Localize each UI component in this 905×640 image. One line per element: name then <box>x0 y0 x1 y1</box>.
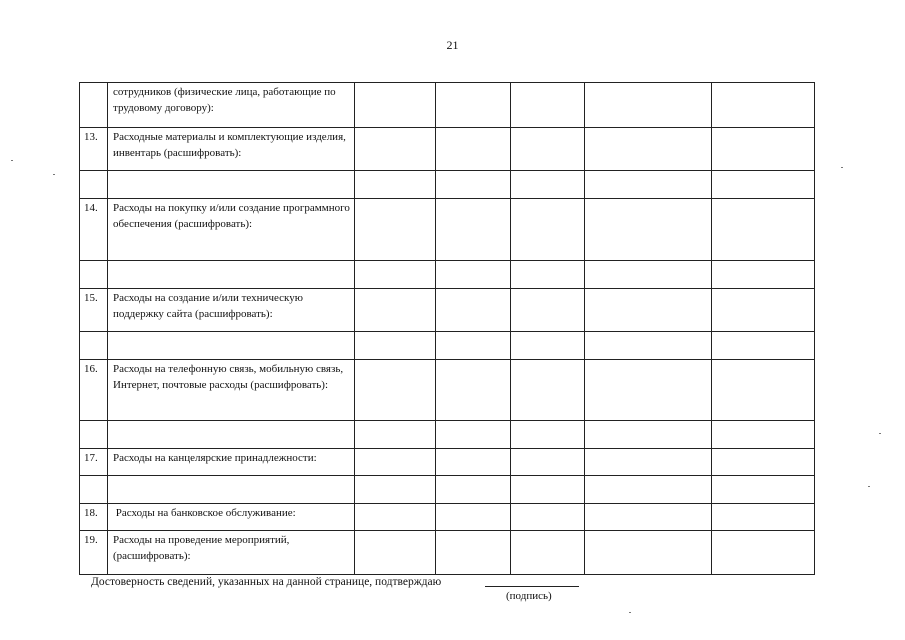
row-number <box>80 171 108 199</box>
expense-item-label <box>108 476 355 504</box>
table-cell <box>355 289 436 332</box>
table-cell <box>436 421 511 449</box>
table-cell <box>585 199 712 261</box>
table-cell <box>355 332 436 360</box>
table-cell <box>585 261 712 289</box>
expense-item-label <box>108 332 355 360</box>
table-row <box>80 449 815 476</box>
row-number <box>80 421 108 449</box>
table-cell <box>712 83 815 128</box>
table-cell <box>436 171 511 199</box>
expense-item-label: Расходы на банковское обслуживание: <box>108 504 355 531</box>
table-cell <box>585 332 712 360</box>
scan-speck <box>629 612 631 613</box>
table-cell <box>355 199 436 261</box>
table-cell <box>436 449 511 476</box>
row-number: 15. <box>80 289 108 332</box>
page-number: 21 <box>446 38 459 52</box>
table-cell <box>712 476 815 504</box>
scan-speck <box>11 160 13 161</box>
table-row <box>80 332 815 360</box>
signature-caption: (подпись) <box>506 590 552 602</box>
table-row <box>80 289 815 332</box>
table-row <box>80 199 815 261</box>
expense-item-label: Расходы на канцелярские принадлежности: <box>108 449 355 476</box>
row-number <box>80 261 108 289</box>
table-row <box>80 504 815 531</box>
table-cell <box>355 531 436 575</box>
table-cell <box>511 504 585 531</box>
table-cell <box>712 261 815 289</box>
table-cell <box>712 128 815 171</box>
confirmation-text: Достоверность сведений, указанных на данной странице, подтверждаю <box>91 576 442 588</box>
table-cell <box>511 171 585 199</box>
table-cell <box>712 421 815 449</box>
table-cell <box>511 199 585 261</box>
table-cell <box>355 128 436 171</box>
table-row <box>80 531 815 575</box>
table-row <box>80 421 815 449</box>
table-row <box>80 128 815 171</box>
table-cell <box>436 128 511 171</box>
row-number: 18. <box>80 504 108 531</box>
table-cell <box>355 449 436 476</box>
table-cell <box>436 360 511 421</box>
expense-table <box>79 82 815 575</box>
table-row <box>80 261 815 289</box>
table-cell <box>436 289 511 332</box>
table-cell <box>355 476 436 504</box>
table-cell <box>355 171 436 199</box>
table-cell <box>355 83 436 128</box>
table-cell <box>511 261 585 289</box>
expense-item-label: сотрудников (физические лица, работающие по трудовому договору): <box>108 83 355 128</box>
table-cell <box>585 83 712 128</box>
table-cell <box>712 171 815 199</box>
table-cell <box>585 476 712 504</box>
table-cell <box>355 360 436 421</box>
table-row <box>80 476 815 504</box>
table-cell <box>585 171 712 199</box>
table-cell <box>436 83 511 128</box>
table-cell <box>436 531 511 575</box>
expense-item-label: Расходы на телефонную связь, мобильную связь, Интернет, почтовые расходы (расшифровать): <box>108 360 355 421</box>
table-cell <box>585 421 712 449</box>
table-cell <box>511 289 585 332</box>
table-cell <box>585 128 712 171</box>
table-cell <box>511 531 585 575</box>
signature-line <box>485 586 579 587</box>
row-number <box>80 332 108 360</box>
table-cell <box>712 504 815 531</box>
table-cell <box>585 289 712 332</box>
scan-speck <box>868 486 870 487</box>
row-number: 17. <box>80 449 108 476</box>
expense-item-label: Расходы на покупку и/или создание программного обеспечения (расшифровать): <box>108 199 355 261</box>
table-cell <box>436 332 511 360</box>
table-cell <box>511 421 585 449</box>
row-number <box>80 83 108 128</box>
table-cell <box>511 449 585 476</box>
scan-speck <box>53 174 55 175</box>
table-cell <box>355 421 436 449</box>
table-cell <box>585 449 712 476</box>
table-cell <box>712 360 815 421</box>
table-cell <box>511 360 585 421</box>
scan-speck <box>879 433 881 434</box>
table-cell <box>436 476 511 504</box>
table-cell <box>712 199 815 261</box>
table-cell <box>712 332 815 360</box>
table-cell <box>511 476 585 504</box>
table-cell <box>355 261 436 289</box>
table-cell <box>712 531 815 575</box>
expense-item-label <box>108 421 355 449</box>
row-number: 19. <box>80 531 108 575</box>
row-number: 13. <box>80 128 108 171</box>
table-cell <box>712 449 815 476</box>
table-cell <box>585 360 712 421</box>
expense-item-label: Расходы на проведение мероприятий, (расшифровать): <box>108 531 355 575</box>
table-cell <box>585 504 712 531</box>
row-number: 16. <box>80 360 108 421</box>
table-row <box>80 171 815 199</box>
scan-speck <box>841 167 843 168</box>
expense-item-label: Расходные материалы и комплектующие изделия, инвентарь (расшифровать): <box>108 128 355 171</box>
table-cell <box>511 128 585 171</box>
table-cell <box>712 289 815 332</box>
table-cell <box>355 504 436 531</box>
row-number: 14. <box>80 199 108 261</box>
expense-item-label <box>108 261 355 289</box>
expense-item-label <box>108 171 355 199</box>
row-number <box>80 476 108 504</box>
table-cell <box>511 83 585 128</box>
table-row <box>80 83 815 128</box>
table-cell <box>436 261 511 289</box>
table-cell <box>511 332 585 360</box>
table-cell <box>585 531 712 575</box>
table-cell <box>436 504 511 531</box>
expense-item-label: Расходы на создание и/или техническую поддержку сайта (расшифровать): <box>108 289 355 332</box>
table-row <box>80 360 815 421</box>
table-cell <box>436 199 511 261</box>
